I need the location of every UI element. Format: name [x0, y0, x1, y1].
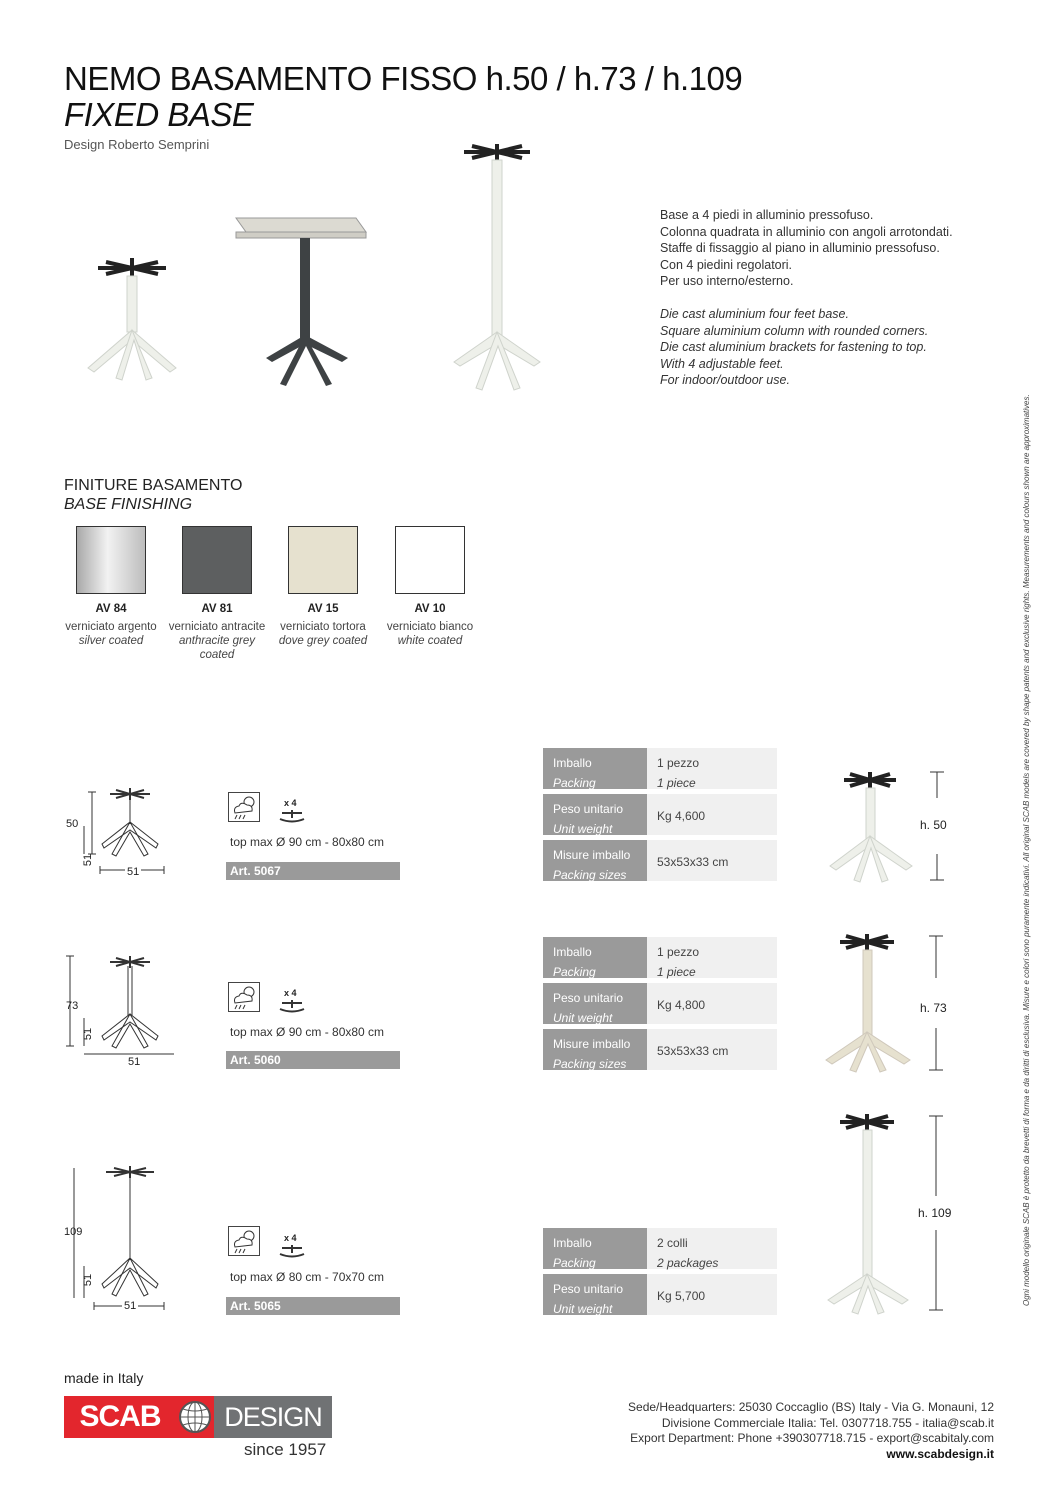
- spec-label-en: Packing sizes: [553, 868, 627, 882]
- outdoor-weather-icon: [228, 1226, 260, 1256]
- spec-label-en: Packing: [553, 776, 596, 790]
- swatch-name-it: verniciato argento: [65, 621, 157, 633]
- height-label: h. 73: [920, 1001, 947, 1015]
- swatch-av81: [182, 526, 252, 594]
- description-line: With 4 adjustable feet.: [660, 356, 784, 371]
- swatch-code: AV 81: [201, 603, 233, 615]
- article-number: Art. 5065: [226, 1297, 400, 1315]
- table-h73-image: [236, 218, 366, 386]
- stack-count: x 4: [284, 988, 297, 998]
- height-label: h. 109: [918, 1206, 952, 1220]
- spec-label: [543, 748, 647, 789]
- description-line: Die cast aluminium four feet base.: [660, 307, 849, 321]
- spec-packing-sizes: [543, 1029, 777, 1070]
- swatch-caption: [268, 603, 378, 648]
- swatch-name-it: verniciato bianco: [386, 621, 474, 633]
- description-line: Con 4 piedini regolatori.: [660, 257, 793, 272]
- description-line: For indoor/outdoor use.: [660, 373, 790, 387]
- page-title: NEMO BASAMENTO FISSO h.50 / h.73 / h.109: [64, 60, 743, 97]
- finishing-heading: [64, 476, 242, 514]
- spec-packing: [543, 1228, 777, 1269]
- dimension-drawing-h73: [64, 950, 174, 1068]
- spec-label-en: Unit weight: [553, 1302, 613, 1316]
- swatch-caption: [162, 603, 272, 662]
- description-line: Base a 4 piedi in alluminio pressofuso.: [660, 208, 874, 222]
- description-line: Die cast aluminium brackets for fastening to top.: [660, 340, 927, 354]
- spec-weight: [543, 1274, 777, 1315]
- description-en: [660, 306, 928, 389]
- article-number: Art. 5060: [226, 1051, 400, 1069]
- spec-value: [657, 1228, 718, 1273]
- globe-icon: [176, 1396, 214, 1438]
- brand-logo: [64, 1396, 332, 1438]
- brand-right: DESIGN: [214, 1396, 332, 1438]
- spec-packing: [543, 748, 777, 789]
- hero-product-images: [60, 140, 580, 400]
- spec-value: Kg 5,700: [657, 1289, 706, 1303]
- finishing-title-it: FINITURE BASAMENTO: [64, 477, 243, 494]
- spec-value: [657, 748, 699, 793]
- designer-credit: Design Roberto Semprini: [64, 137, 210, 152]
- spec-label-en: Unit weight: [553, 1011, 613, 1025]
- swatch-code: AV 84: [95, 603, 127, 615]
- italy-division-contact: Divisione Commerciale Italia: Tel. 0307718.755 - italia@scab.it: [661, 1415, 994, 1430]
- spec-label: [543, 983, 647, 1024]
- spec-label-it: Misure imballo: [553, 1037, 631, 1051]
- spec-value-en: 2 packages: [657, 1256, 719, 1270]
- spec-label: [543, 1228, 647, 1269]
- swatch-color: [288, 526, 358, 594]
- stackable-icon: [278, 1245, 306, 1264]
- swatch-av10: [395, 526, 465, 594]
- spec-value-it: 2 colli: [657, 1236, 688, 1250]
- top-max-size: top max Ø 90 cm - 80x80 cm: [230, 835, 385, 849]
- website-link[interactable]: www.scabdesign.it: [886, 1446, 994, 1461]
- height-label: h. 50: [920, 818, 947, 832]
- outdoor-weather-icon: [228, 792, 260, 822]
- swatch-color: [395, 526, 465, 594]
- spec-label: [543, 840, 647, 881]
- legal-side-note: Ogni modello originale SCAB è protetto da brevetti di forma e da diritti di esclusiva. Misure e colori sono puramente indicativi. All original SCAB models are covered by shape patents and exclusive rights. Measurements and colours shown are approximatives.: [1022, 394, 1031, 1306]
- stackable-icon: [278, 810, 306, 829]
- finishing-title-en: BASE FINISHING: [64, 496, 193, 513]
- swatch-name-en: silver coated: [78, 635, 144, 647]
- spec-value-it: 1 pezzo: [657, 945, 700, 959]
- spec-label: [543, 1274, 647, 1315]
- spec-value: [657, 937, 699, 982]
- since-year: since 1957: [244, 1440, 327, 1459]
- stack-count: x 4: [284, 1233, 297, 1243]
- made-in-italy: made in Italy: [64, 1370, 144, 1386]
- swatch-av15: [288, 526, 358, 594]
- spec-label-en: Packing: [553, 1256, 596, 1270]
- brand-left: SCAB: [64, 1396, 176, 1438]
- top-max-size: top max Ø 90 cm - 80x80 cm: [230, 1025, 385, 1039]
- column-dimension: 51: [82, 1027, 95, 1041]
- base-h50-image: [88, 258, 176, 380]
- spec-value-en: 1 piece: [657, 965, 696, 979]
- spec-value: 53x53x33 cm: [657, 855, 729, 869]
- description-line: Square aluminium column with rounded corners.: [660, 323, 929, 338]
- spec-label: [543, 937, 647, 978]
- foot-dimension: 51: [128, 1056, 141, 1068]
- spec-label-it: Imballo: [553, 756, 592, 770]
- outdoor-weather-icon: [228, 982, 260, 1012]
- spec-value: 53x53x33 cm: [657, 1044, 729, 1058]
- description-line: Colonna quadrata in alluminio con angoli arrotondati.: [660, 224, 953, 239]
- swatch-name-it: verniciato antracite: [168, 621, 266, 633]
- swatch-code: AV 15: [307, 603, 339, 615]
- swatch-name-en: white coated: [397, 635, 463, 647]
- foot-dimension: 51: [127, 866, 140, 878]
- swatch-color: [182, 526, 252, 594]
- spec-label: [543, 1029, 647, 1070]
- spec-label-en: Packing: [553, 965, 596, 979]
- spec-packing: [543, 937, 777, 978]
- top-max-size: top max Ø 80 cm - 70x70 cm: [230, 1270, 385, 1284]
- column-dimension: 51: [82, 853, 95, 867]
- height-dimension: 109: [64, 1226, 83, 1238]
- swatch-av84: [76, 526, 146, 594]
- export-contact: Export Department: Phone +390307718.715 - export@scabitaly.com: [630, 1431, 994, 1445]
- spec-value-it: 1 pezzo: [657, 756, 700, 770]
- base-h109-image: [454, 144, 540, 390]
- column-dimension: 51: [82, 1273, 95, 1287]
- spec-label-it: Imballo: [553, 1236, 592, 1250]
- dimension-drawing-h109: [64, 1162, 174, 1320]
- description-it: [660, 207, 953, 290]
- page-subtitle: FIXED BASE: [64, 96, 254, 133]
- spec-weight: [543, 983, 777, 1024]
- headquarters-address: Sede/Headquarters: 25030 Coccaglio (BS) Italy - Via G. Monauni, 12: [628, 1400, 994, 1414]
- spec-label-it: Peso unitario: [553, 802, 624, 816]
- article-number: Art. 5067: [226, 862, 400, 880]
- height-dimension: 73: [66, 1000, 79, 1012]
- swatch-name-en: anthracite grey coated: [178, 635, 256, 661]
- dimension-drawing-h50: [64, 782, 174, 880]
- description-line: Per uso interno/esterno.: [660, 274, 794, 288]
- contact-block: [628, 1400, 994, 1462]
- spec-value-en: 1 piece: [657, 776, 696, 790]
- spec-value: Kg 4,800: [657, 998, 706, 1012]
- spec-value: Kg 4,600: [657, 809, 706, 823]
- height-dimension: 50: [66, 818, 79, 830]
- spec-label: [543, 794, 647, 835]
- stack-count: x 4: [284, 798, 297, 808]
- spec-label-it: Imballo: [553, 945, 592, 959]
- description-line: Staffe di fissaggio al piano in alluminio pressofuso.: [660, 241, 940, 255]
- spec-label-en: Unit weight: [553, 822, 613, 836]
- spec-label-it: Misure imballo: [553, 848, 631, 862]
- spec-label-it: Peso unitario: [553, 991, 624, 1005]
- spec-weight: [543, 794, 777, 835]
- foot-dimension: 51: [124, 1300, 137, 1312]
- swatch-caption: [375, 603, 485, 648]
- swatch-name-en: dove grey coated: [278, 635, 368, 647]
- swatch-caption: [56, 603, 166, 648]
- spec-label-en: Packing sizes: [553, 1057, 627, 1071]
- stackable-icon: [278, 1000, 306, 1019]
- swatch-code: AV 10: [414, 603, 446, 615]
- swatch-name-it: verniciato tortora: [280, 621, 366, 633]
- swatch-color: [76, 526, 146, 594]
- spec-label-it: Peso unitario: [553, 1282, 624, 1296]
- spec-packing-sizes: [543, 840, 777, 881]
